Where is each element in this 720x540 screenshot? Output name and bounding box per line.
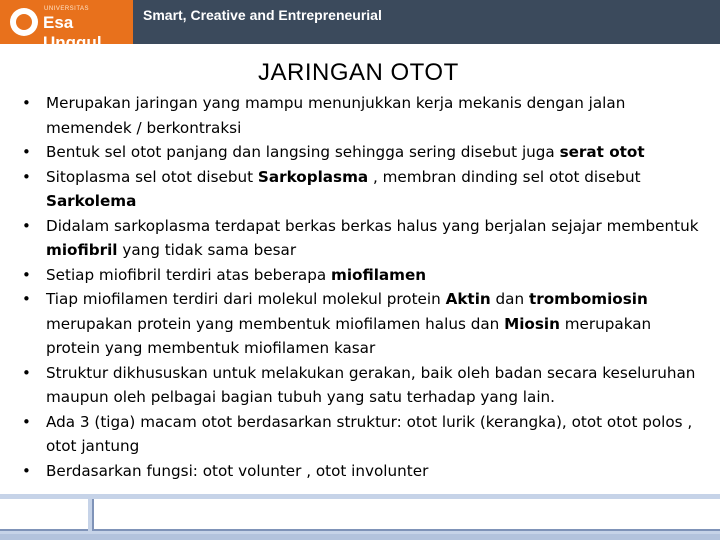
bullet-item [22,140,702,165]
bullet-item [22,361,702,410]
bullet-bold-term: miofibril [46,241,118,259]
bullet-bold-term: trombomiosin [528,290,648,308]
bullet-item [22,459,702,484]
bullet-text: Sitoplasma sel otot disebut [46,167,258,186]
header-bar [0,0,720,52]
logo-university-label: UNIVERSITAS [44,6,90,12]
bullet-bold-term: Miosin [504,314,560,333]
bullet-item [22,287,702,361]
bullet-item [22,165,702,214]
bullet-text: yang tidak sama besar [117,241,297,259]
logo-name: Esa Unggul [43,13,102,52]
bullet-text: Ada 3 (tiga) macam otot berdasarkan struktur: otot lurik (kerangka), otot otot polos , otot jantung [46,412,693,455]
bullet-list [22,91,702,483]
bullet-item [22,263,702,288]
bullet-text: Bentuk sel otot panjang dan langsing sehingga sering disebut juga [46,143,560,161]
bullet-item [22,214,702,263]
bullet-bold-term: Sarkolema [46,192,137,210]
bullet-bold-term: serat otot [559,143,645,161]
bullet-text: Struktur dikhususkan untuk melakukan gerakan, baik oleh badan secara keseluruhan maupun oleh pelbagai bagian tubuh yang satu terhadap yang lain. [46,363,696,406]
bullet-text: Setiap miofibril terdiri atas beberapa [46,265,331,284]
bullet-text: Tiap miofilamen terdiri dari molekul molekul protein [46,290,446,308]
bullet-bold-term: Sarkoplasma [257,167,369,186]
esa-unggul-logo-icon [10,8,38,36]
university-logo [0,0,133,52]
bullet-bold-term: miofilamen [331,265,427,284]
bullet-bold-term: Aktin [445,290,491,308]
bullet-text: merupakan protein yang membentuk miofilamen kasar [46,314,652,357]
bullet-text: dan [490,290,529,308]
bottom-frame-right-panel [92,499,720,531]
tagline: Smart, Creative and Entrepreneurial [143,7,382,23]
bullet-item [22,410,702,459]
bullet-text: Berdasarkan fungsi: otot volunter , otot involunter [46,461,429,480]
bottom-frame-strip [0,534,720,540]
bullet-text: Merupakan jaringan yang mampu menunjukkan kerja mekanis dengan jalan memendek / berkontraksi [46,94,626,137]
bullet-text: , membran dinding sel otot disebut [368,167,641,186]
slide-title: JARINGAN OTOT [258,59,459,86]
bullet-item [22,91,702,140]
bottom-frame [0,494,720,540]
bottom-frame-left-panel [0,499,88,531]
bullet-text: merupakan protein yang membentuk miofilamen halus dan [46,314,505,333]
bullet-text: Didalam sarkoplasma terdapat berkas berkas halus yang berjalan sejajar membentuk [46,216,699,235]
